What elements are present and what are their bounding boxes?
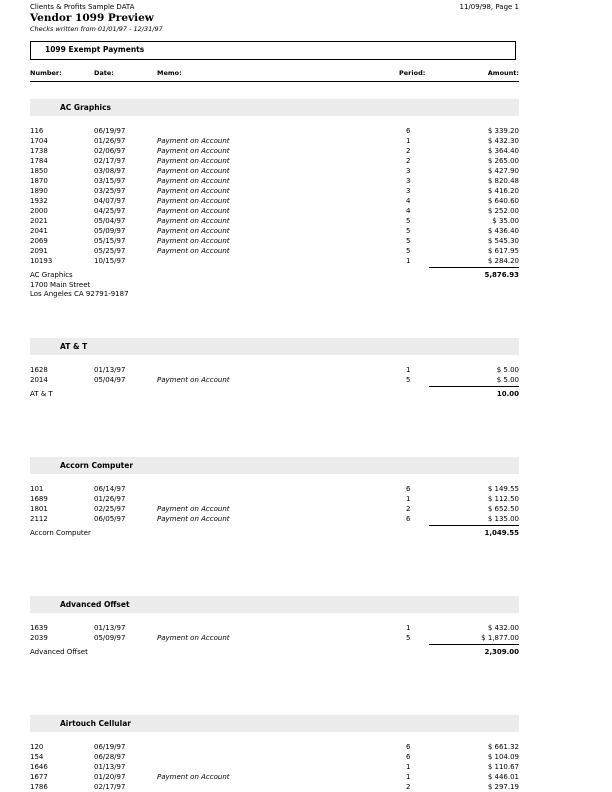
vendor-name: Advanced Offset <box>60 600 130 609</box>
check-number: 1677 <box>30 773 48 781</box>
check-date: 01/13/97 <box>94 763 126 771</box>
vendor-total-label: AC Graphics <box>30 271 73 279</box>
vendor-total-row <box>30 646 519 658</box>
vendor-section <box>30 338 519 400</box>
check-number: 1704 <box>30 137 48 145</box>
check-number: 1870 <box>30 177 48 185</box>
check-number: 1786 <box>30 783 48 791</box>
check-amount: $ 5.00 <box>496 366 519 374</box>
check-number: 1850 <box>30 167 48 175</box>
vendor-band <box>30 457 519 474</box>
table-row <box>30 256 519 266</box>
header-divider <box>30 81 519 82</box>
check-number: 1646 <box>30 763 48 771</box>
check-number: 1628 <box>30 366 48 374</box>
check-period: 6 <box>406 485 411 493</box>
check-period: 1 <box>406 624 411 632</box>
check-amount: $ 432.30 <box>487 137 519 145</box>
check-memo: Payment on Account <box>157 197 230 205</box>
vendor-name: AC Graphics <box>60 103 112 112</box>
check-amount: $ 265.00 <box>487 157 519 165</box>
check-number: 2014 <box>30 376 48 384</box>
total-rule <box>429 386 519 387</box>
section-box-title: 1099 Exempt Payments <box>45 45 145 54</box>
check-period: 6 <box>406 515 411 523</box>
vendor-band <box>30 715 519 732</box>
payment-rows <box>30 365 519 385</box>
col-period: Period: <box>399 69 426 77</box>
table-row <box>30 156 519 166</box>
check-date: 04/07/97 <box>94 197 126 205</box>
check-date: 10/15/97 <box>94 257 126 265</box>
check-amount: $ 339.20 <box>487 127 519 135</box>
table-row <box>30 206 519 216</box>
section-box <box>30 41 516 60</box>
vendor-name: Accorn Computer <box>60 461 134 470</box>
vendor-section <box>30 596 519 658</box>
check-date: 05/09/97 <box>94 227 126 235</box>
check-period: 5 <box>406 376 411 384</box>
check-date: 05/09/97 <box>94 634 126 642</box>
table-row <box>30 494 519 504</box>
table-row <box>30 752 519 762</box>
table-row <box>30 236 519 246</box>
check-number: 2112 <box>30 515 48 523</box>
check-number: 1784 <box>30 157 48 165</box>
check-amount: $ 446.01 <box>487 773 519 781</box>
check-amount: $ 112.50 <box>487 495 519 503</box>
check-amount: $ 135.00 <box>487 515 519 523</box>
check-memo: Payment on Account <box>157 147 230 155</box>
vendor-total-label: Advanced Offset <box>30 648 88 656</box>
table-row <box>30 136 519 146</box>
table-row <box>30 782 519 792</box>
check-period: 5 <box>406 247 411 255</box>
check-memo: Payment on Account <box>157 137 230 145</box>
payment-rows <box>30 484 519 524</box>
check-amount: $ 1,877.00 <box>481 634 519 642</box>
check-period: 1 <box>406 137 411 145</box>
report-header <box>30 3 163 33</box>
check-period: 2 <box>406 783 411 791</box>
col-number: Number: <box>30 69 62 77</box>
check-amount: $ 110.67 <box>487 763 519 771</box>
check-number: 1689 <box>30 495 48 503</box>
check-amount: $ 436.40 <box>487 227 519 235</box>
check-date: 02/17/97 <box>94 157 126 165</box>
check-period: 2 <box>406 147 411 155</box>
check-memo: Payment on Account <box>157 237 230 245</box>
table-row <box>30 186 519 196</box>
check-date: 05/25/97 <box>94 247 126 255</box>
table-row <box>30 742 519 752</box>
vendor-total-row <box>30 527 519 539</box>
check-memo: Payment on Account <box>157 187 230 195</box>
table-row <box>30 176 519 186</box>
date-page: 11/09/98, Page 1 <box>459 3 519 11</box>
check-amount: $ 661.32 <box>487 743 519 751</box>
check-amount: $ 297.19 <box>487 783 519 791</box>
check-period: 6 <box>406 743 411 751</box>
check-number: 1639 <box>30 624 48 632</box>
check-number: 2039 <box>30 634 48 642</box>
vendor-total-label: Accorn Computer <box>30 529 91 537</box>
check-period: 4 <box>406 197 411 205</box>
check-date: 05/04/97 <box>94 217 126 225</box>
check-number: 120 <box>30 743 44 751</box>
total-rule <box>429 525 519 526</box>
table-row <box>30 375 519 385</box>
check-memo: Payment on Account <box>157 376 230 384</box>
table-row <box>30 514 519 524</box>
col-date: Date: <box>94 69 114 77</box>
col-amount: Amount: <box>487 69 519 77</box>
check-period: 1 <box>406 366 411 374</box>
vendor-total-row <box>30 269 519 281</box>
check-period: 3 <box>406 187 411 195</box>
check-amount: $ 284.20 <box>487 257 519 265</box>
check-amount: $ 5.00 <box>496 376 519 384</box>
table-row <box>30 126 519 136</box>
check-number: 1932 <box>30 197 48 205</box>
check-memo: Payment on Account <box>157 157 230 165</box>
table-row <box>30 762 519 772</box>
check-number: 1890 <box>30 187 48 195</box>
payment-rows <box>30 126 519 266</box>
check-memo: Payment on Account <box>157 515 230 523</box>
check-period: 5 <box>406 634 411 642</box>
check-amount: $ 252.00 <box>487 207 519 215</box>
check-memo: Payment on Account <box>157 773 230 781</box>
total-rule <box>429 644 519 645</box>
check-number: 2021 <box>30 217 48 225</box>
check-number: 101 <box>30 485 44 493</box>
vendor-band <box>30 99 519 116</box>
report-subtitle: Checks written from 01/01/97 - 12/31/97 <box>30 25 163 33</box>
check-date: 03/08/97 <box>94 167 126 175</box>
check-memo: Payment on Account <box>157 207 230 215</box>
check-amount: $ 104.09 <box>487 753 519 761</box>
payment-rows <box>30 742 519 792</box>
check-date: 06/19/97 <box>94 743 126 751</box>
check-number: 116 <box>30 127 44 135</box>
check-date: 06/05/97 <box>94 515 126 523</box>
check-period: 4 <box>406 207 411 215</box>
check-date: 02/06/97 <box>94 147 126 155</box>
report-title: Vendor 1099 Preview <box>30 12 154 24</box>
check-memo: Payment on Account <box>157 177 230 185</box>
check-period: 1 <box>406 495 411 503</box>
check-period: 2 <box>406 505 411 513</box>
check-amount: $ 545.30 <box>487 237 519 245</box>
check-amount: $ 427.90 <box>487 167 519 175</box>
check-memo: Payment on Account <box>157 227 230 235</box>
vendor-section <box>30 99 519 299</box>
check-date: 04/25/97 <box>94 207 126 215</box>
check-date: 02/25/97 <box>94 505 126 513</box>
vendor-name: Airtouch Cellular <box>60 719 131 728</box>
check-date: 02/17/97 <box>94 783 126 791</box>
payment-rows <box>30 623 519 643</box>
vendor-total-amount: 2,309.00 <box>484 648 519 656</box>
check-memo: Payment on Account <box>157 634 230 642</box>
table-row <box>30 226 519 236</box>
check-memo: Payment on Account <box>157 167 230 175</box>
check-amount: $ 364.40 <box>487 147 519 155</box>
check-date: 01/26/97 <box>94 495 126 503</box>
check-number: 1738 <box>30 147 48 155</box>
check-number: 2091 <box>30 247 48 255</box>
table-row <box>30 246 519 256</box>
vendor-address-line: Los Angeles CA 92791-9187 <box>30 290 129 298</box>
check-amount: $ 652.50 <box>487 505 519 513</box>
vendor-section <box>30 457 519 539</box>
table-row <box>30 196 519 206</box>
check-number: 2069 <box>30 237 48 245</box>
vendor-band <box>30 596 519 613</box>
table-row <box>30 365 519 375</box>
table-row <box>30 504 519 514</box>
check-period: 1 <box>406 773 411 781</box>
table-row <box>30 484 519 494</box>
check-period: 1 <box>406 257 411 265</box>
check-period: 3 <box>406 177 411 185</box>
check-date: 01/20/97 <box>94 773 126 781</box>
check-date: 06/28/97 <box>94 753 126 761</box>
col-memo: Memo: <box>157 69 182 77</box>
vendor-name: AT & T <box>60 342 88 351</box>
check-number: 154 <box>30 753 44 761</box>
check-amount: $ 35.00 <box>492 217 519 225</box>
check-memo: Payment on Account <box>157 505 230 513</box>
vendor-total-label: AT & T <box>30 390 53 398</box>
table-row <box>30 146 519 156</box>
vendor-total-row <box>30 388 519 400</box>
check-number: 10193 <box>30 257 53 265</box>
vendor-section <box>30 715 519 792</box>
table-row <box>30 633 519 643</box>
check-memo: Payment on Account <box>157 217 230 225</box>
check-memo: Payment on Account <box>157 247 230 255</box>
vendor-band <box>30 338 519 355</box>
check-period: 5 <box>406 227 411 235</box>
check-date: 03/15/97 <box>94 177 126 185</box>
check-amount: $ 416.20 <box>487 187 519 195</box>
table-row <box>30 166 519 176</box>
company-name: Clients & Profits Sample DATA <box>30 3 135 11</box>
vendor-address-line: 1700 Main Street <box>30 281 91 289</box>
check-amount: $ 820.48 <box>487 177 519 185</box>
check-date: 05/15/97 <box>94 237 126 245</box>
vendor-total-amount: 10.00 <box>496 390 519 398</box>
check-amount: $ 617.95 <box>487 247 519 255</box>
check-date: 01/13/97 <box>94 624 126 632</box>
vendor-total-amount: 5,876.93 <box>484 271 519 279</box>
check-date: 01/13/97 <box>94 366 126 374</box>
check-date: 05/04/97 <box>94 376 126 384</box>
check-period: 1 <box>406 763 411 771</box>
table-row <box>30 772 519 782</box>
check-period: 3 <box>406 167 411 175</box>
check-date: 06/14/97 <box>94 485 126 493</box>
check-period: 2 <box>406 157 411 165</box>
check-number: 2000 <box>30 207 48 215</box>
check-date: 06/19/97 <box>94 127 126 135</box>
check-period: 6 <box>406 753 411 761</box>
check-number: 2041 <box>30 227 48 235</box>
check-date: 03/25/97 <box>94 187 126 195</box>
table-row <box>30 623 519 633</box>
vendor-total-amount: 1,049.55 <box>484 529 519 537</box>
check-date: 01/26/97 <box>94 137 126 145</box>
check-period: 6 <box>406 127 411 135</box>
check-amount: $ 432.00 <box>487 624 519 632</box>
check-period: 5 <box>406 217 411 225</box>
check-amount: $ 640.60 <box>487 197 519 205</box>
total-rule <box>429 267 519 268</box>
check-number: 1801 <box>30 505 48 513</box>
check-amount: $ 149.55 <box>487 485 519 493</box>
check-period: 5 <box>406 237 411 245</box>
table-row <box>30 216 519 226</box>
